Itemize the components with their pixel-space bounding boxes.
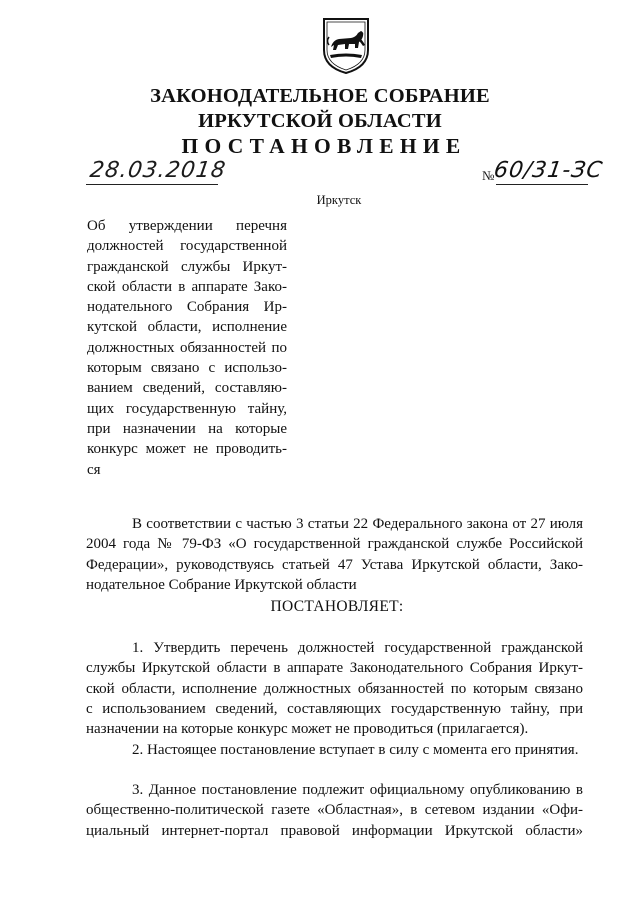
coat-of-arms-emblem (321, 17, 371, 75)
subject-line: нодательного Собрания Ир- (87, 299, 287, 316)
subject-line: Об утверждении перечня (87, 218, 287, 234)
subject-line: гражданской службы Иркут- (87, 258, 287, 275)
item-line: циальный интернет-портал правовой информации Иркутской области» (86, 822, 583, 839)
subject-line: щих государственную тайну, (87, 400, 287, 417)
subject-line: должностных обязанностей по (87, 339, 287, 356)
item-line: 3. Данное постановление подлежит официальному опубликованию в (132, 782, 583, 798)
item-line: общественно-политической газете «Областная», в сетевом издании «Офи- (86, 802, 583, 819)
item-line: 2. Настоящее постановление вступает в силу с момента его принятия. (132, 742, 579, 758)
handwritten-number: 60/31-ЗС (492, 158, 605, 183)
item-line: с использованием сведений, составляющих государственную тайну, при (86, 700, 583, 717)
preamble-line: В соответствии с частью 3 статьи 22 Федерального закона от 27 июля (132, 516, 583, 532)
subject-line: должностей государственной (87, 238, 287, 255)
item-1-paragraph (86, 638, 583, 739)
date-underline (86, 184, 218, 185)
subject-line: ся (87, 461, 101, 478)
number-underline (496, 184, 588, 185)
assembly-title-line2: ИРКУТСКОЙ ОБЛАСТИ (198, 110, 442, 132)
subject-line: ской области в аппарате Зако- (87, 278, 287, 295)
handwritten-date: 28.03.2018 (88, 158, 228, 183)
subject-line: которым связано с использо- (87, 360, 287, 377)
irkutsk-coat-of-arms-icon (321, 17, 371, 75)
subject-line: кутской области, исполнение (87, 319, 287, 336)
preamble-paragraph (86, 514, 583, 595)
preamble-line: нодательное Собрание Иркутской области (86, 576, 357, 593)
subject-heading (87, 216, 287, 480)
subject-line: при назначении на которые (87, 420, 287, 437)
subject-line: конкурс может не проводить- (87, 441, 287, 458)
resolves-heading: ПОСТАНОВЛЯЕТ: (270, 598, 404, 615)
number-sign: № (482, 168, 495, 183)
assembly-title-line1: ЗАКОНОДАТЕЛЬНОЕ СОБРАНИЕ (150, 85, 490, 107)
item-line: ской области, исполнение должностных обязанностей по которым связано (86, 680, 583, 697)
city-label: Иркутск (316, 193, 362, 207)
preamble-line: 2004 года № 79-ФЗ «О государственной гражданской службе Российской (86, 536, 583, 553)
document-number (482, 158, 603, 183)
subject-line: ванием сведений, составляю- (87, 380, 287, 397)
item-line: службы Иркутской области в аппарате Законодательного Собрания Иркут- (86, 660, 583, 677)
item-line: назначении на которые конкурс может не проводиться (прилагается). (86, 721, 529, 738)
item-3-paragraph (86, 780, 583, 841)
document-type-title: ПОСТАНОВЛЕНИЕ (181, 134, 467, 158)
preamble-line: Федерации», руководствуясь статьей 47 Устава Иркутской области, Зако- (86, 556, 583, 573)
item-line: 1. Утвердить перечень должностей государственной гражданской (132, 640, 583, 656)
item-2-paragraph (86, 740, 583, 760)
